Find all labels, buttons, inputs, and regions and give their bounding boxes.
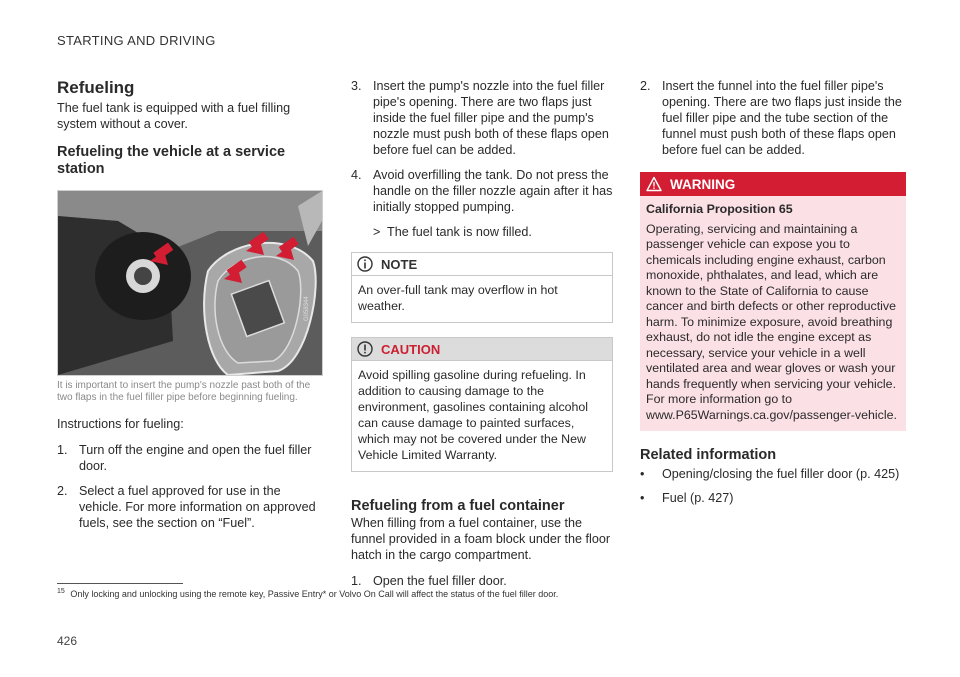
exclamation-circle-icon — [357, 341, 373, 357]
related-link-text[interactable]: Fuel (p. 427) — [662, 491, 734, 505]
warning-body — [640, 196, 906, 431]
step-text: Open the fuel filler door. — [373, 574, 507, 588]
bullet: • — [640, 467, 645, 481]
list-item — [640, 78, 906, 158]
step-text: Insert the pump's nozzle into the fuel filler pipe's opening. There are two flaps just inside the fuel filler pipe and the pump's nozzle must push both of these flaps open before fuel can be added. — [373, 79, 609, 157]
related-link-text[interactable]: Opening/closing the fuel filler door (p. 425) — [662, 467, 900, 481]
page-title: Refueling — [57, 78, 135, 97]
fuel-filler-illustration — [57, 190, 323, 376]
column-right — [640, 78, 906, 514]
figure-caption: It is important to insert the pump's nozzle past both of the two flaps in the fuel filler pipe before beginning fueling. — [57, 380, 311, 403]
container-paragraph: When filling from a fuel container, use the funnel provided in a foam block under the floor hatch in the cargo compartment. — [351, 516, 611, 562]
warning-text: Operating, servicing and maintaining a passenger vehicle can expose you to chemicals including engine exhaust, carbon monoxide, phthalates, and lead, which are known to the State of California to cause cancer and birth defects or other reproductive harm. To minimize exposure, avoid breathing exhaust, do not idle the engine except as necessary, service your vehicle in a well ventilated area and wear gloves or wash your hands frequently when servicing your vehicle. For more information go to www.P65Warnings.ca.gov/passenger-vehicle. — [646, 221, 897, 422]
page-number: 426 — [57, 634, 78, 648]
caution-header — [352, 338, 612, 360]
result-text: The fuel tank is now filled. — [387, 225, 532, 239]
result-mark: > — [373, 225, 381, 239]
caution-box — [351, 337, 613, 472]
step-number: 2. — [640, 79, 651, 93]
footnote-text: Only locking and unlocking using the remote key, Passive Entry* or Volvo On Call will affect the status of the fuel filler door. — [70, 589, 559, 599]
list-item — [57, 442, 323, 474]
step-number: 4. — [351, 168, 362, 182]
caution-text: Avoid spilling gasoline during refueling. In addition to causing damage to the environment, gasolines containing alcohol can cause damage to painted surfaces, which may not be covered under the New Vehicle Limited Warranty. — [352, 360, 612, 471]
info-icon — [357, 256, 373, 272]
step-number: 3. — [351, 79, 362, 93]
column-middle — [351, 78, 613, 598]
footnote — [57, 588, 558, 599]
step-text: Turn off the engine and open the fuel filler door. — [79, 443, 312, 473]
related-title: Related information — [640, 447, 777, 463]
column-left — [57, 78, 323, 540]
step-number: 2. — [57, 484, 68, 498]
instructions-intro: Instructions for fueling: — [57, 417, 184, 431]
list-item — [57, 483, 323, 531]
step-text: Avoid overfilling the tank. Do not press the handle on the filler nozzle again after it has initially stopped pumping. — [373, 168, 613, 214]
step-text: Insert the funnel into the fuel filler pipe's opening. There are two flaps just inside the fuel filler pipe and the tube section of the funnel must push both of these flaps open before fuel can be added. — [662, 79, 902, 157]
footnote-number: 15 — [57, 588, 65, 595]
note-header — [352, 253, 612, 275]
warning-header — [640, 172, 906, 196]
warning-label: WARNING — [670, 176, 736, 192]
warning-box — [640, 172, 906, 431]
list-item — [351, 78, 613, 158]
step-number: 1. — [351, 574, 362, 588]
related-link[interactable] — [640, 466, 906, 482]
note-box — [351, 252, 613, 323]
step-text: Select a fuel approved for use in the vehicle. For more information on approved fuels, see the section on “Fuel”. — [79, 484, 316, 530]
note-label: NOTE — [381, 256, 418, 272]
step-result — [351, 224, 613, 240]
warning-subtitle: California Proposition 65 — [646, 202, 793, 216]
caution-label: CAUTION — [381, 341, 441, 357]
footnote-divider — [57, 583, 183, 584]
section-header: STARTING AND DRIVING — [57, 33, 216, 48]
section-subtitle: Refueling the vehicle at a service station — [57, 144, 286, 177]
fuel-filler-drawing — [58, 191, 322, 375]
list-item — [351, 167, 613, 215]
step-number: 1. — [57, 443, 68, 457]
list-item — [351, 573, 613, 589]
figure-code: G058344 — [304, 296, 310, 321]
warning-triangle-icon — [646, 176, 662, 192]
bullet: • — [640, 491, 645, 505]
intro-paragraph: The fuel tank is equipped with a fuel filling system without a cover. — [57, 101, 291, 131]
section-subtitle-container: Refueling from a fuel container — [351, 498, 565, 514]
related-link[interactable] — [640, 490, 906, 506]
note-text: An over-full tank may overflow in hot weather. — [352, 275, 612, 322]
